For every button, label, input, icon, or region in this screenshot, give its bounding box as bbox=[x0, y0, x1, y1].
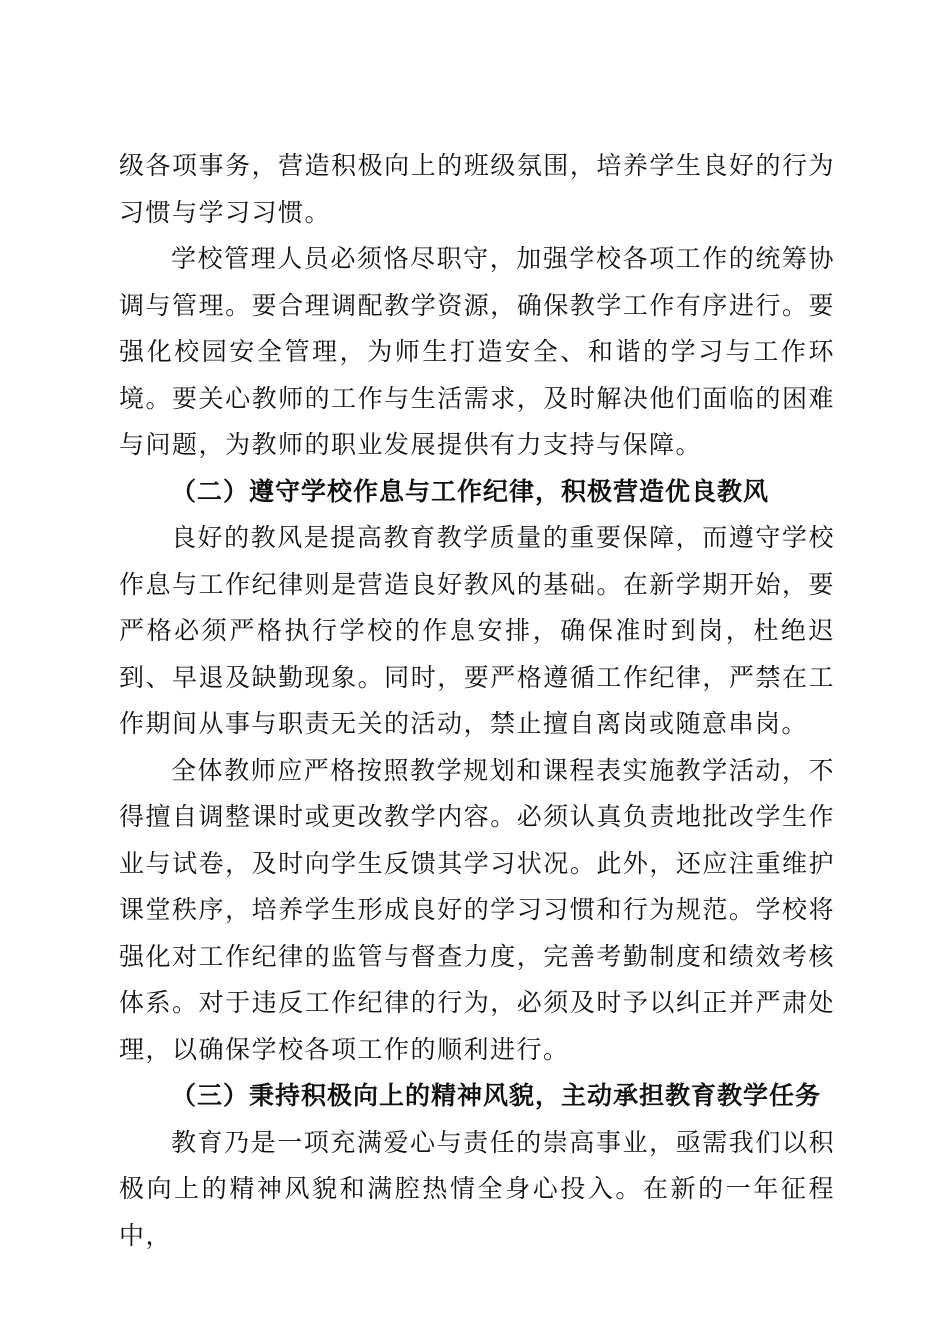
document-body bbox=[119, 143, 835, 1259]
paragraph-management-staff: 学校管理人员必须恪尽职守，加强学校各项工作的统筹协调与管理。要合理调配教学资源，确保教学工作有序进行。要强化校园安全管理，为师生打造安全、和谐的学习与工作环境。要关心教师的工作与生活需求，及时解决他们面临的困难与问题，为教师的职业发展提供有力支持与保障。 bbox=[119, 244, 835, 459]
paragraph-teaching-style: 良好的教风是提高教育教学质量的重要保障，而遵守学校作息与工作纪律则是营造良好教风的基础。在新学期开始，要严格必须严格执行学校的作息安排，确保准时到岗，杜绝迟到、早退及缺勤现象。同时，要严格遵循工作纪律，严禁在工作期间从事与职责无关的活动，禁止擅自离岗或随意串岗。 bbox=[119, 523, 835, 738]
paragraph-teaching-discipline: 全体教师应严格按照教学规划和课程表实施教学活动，不得擅自调整课时或更改教学内容。必须认真负责地批改学生作业与试卷，及时向学生反馈其学习状况。此外，还应注重维护课堂秩序，培养学生形成良好的学习习惯和行为规范。学校将强化对工作纪律的监管与督查力度，完善考勤制度和绩效考核体系。对于违反工作纪律的行为，必须及时予以纠正并严肃处理，以确保学校各项工作的顺利进行。 bbox=[119, 755, 835, 1064]
section-heading-2: （二）遵守学校作息与工作纪律，积极营造优良教风 bbox=[171, 476, 770, 506]
section-heading-3: （三）秉持积极向上的精神风貌，主动承担教育教学任务 bbox=[171, 1081, 822, 1110]
paragraph-education-spirit: 教育乃是一项充满爱心与责任的崇高事业，亟需我们以积极向上的精神风貌和满腔热情全身心投入。在新的一年征程中， bbox=[119, 1127, 835, 1250]
continuation-paragraph: 级各项事务，营造积极向上的班级氛围，培养学生良好的行为习惯与学习习惯。 bbox=[119, 151, 835, 227]
